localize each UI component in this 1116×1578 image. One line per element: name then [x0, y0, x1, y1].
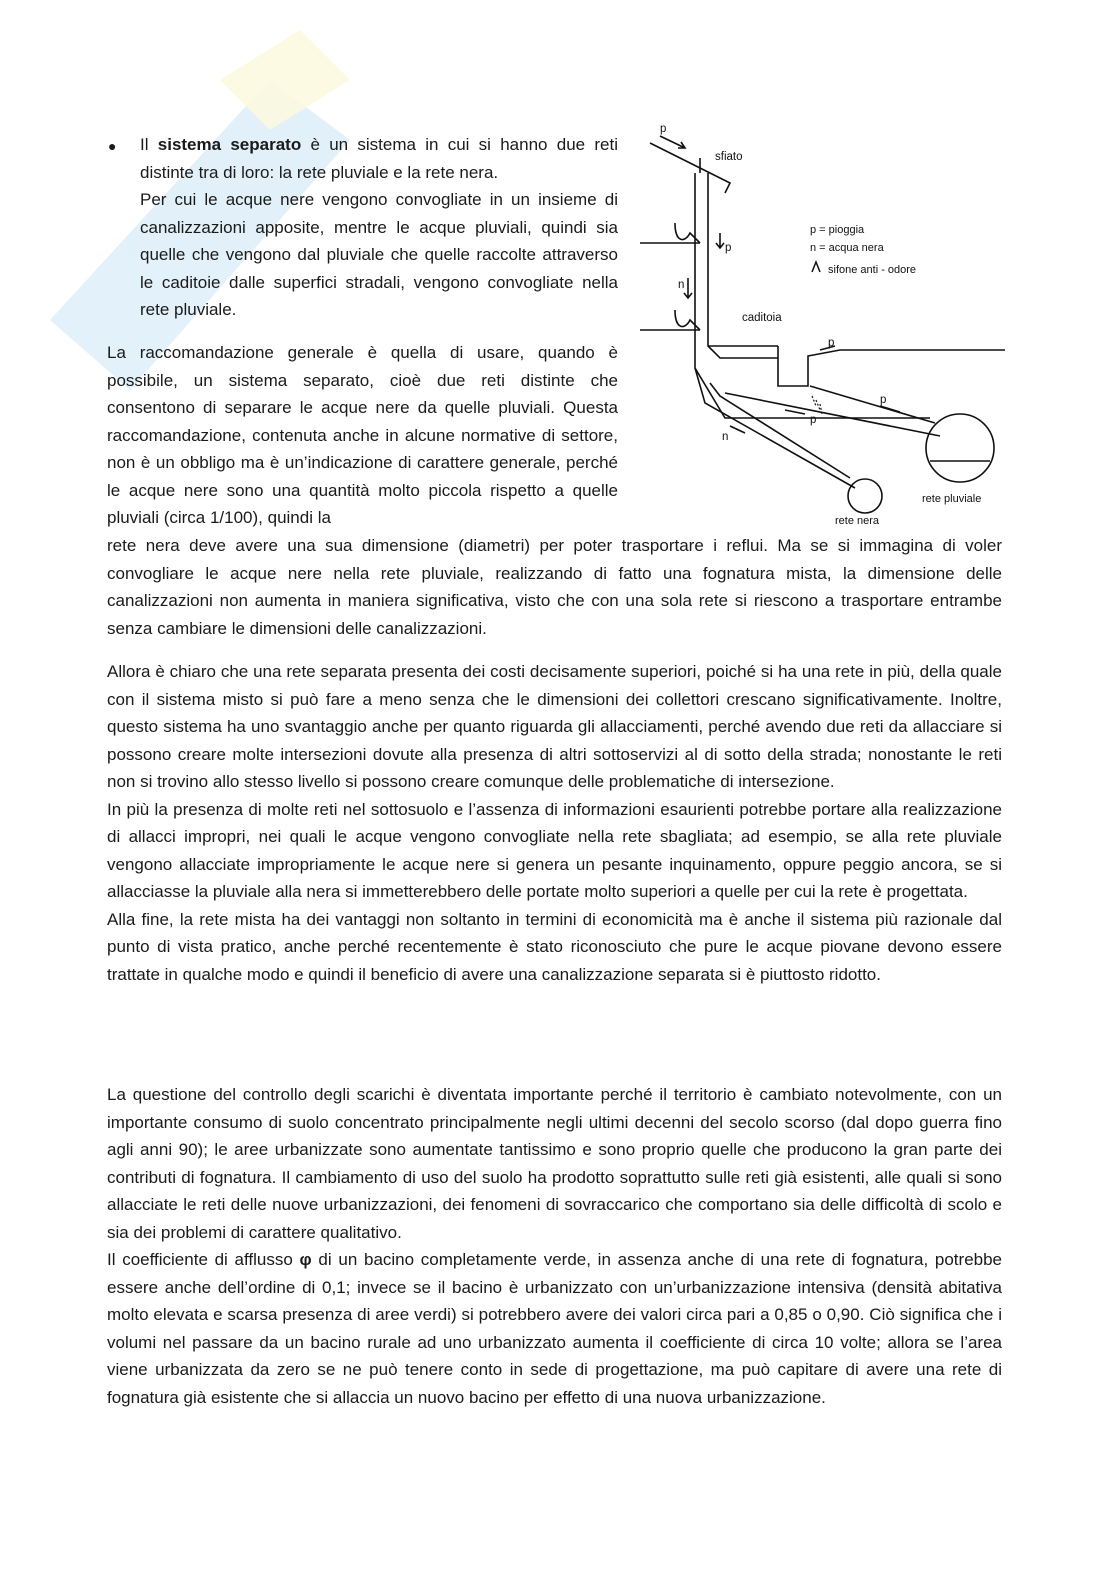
label-p-roof: p: [660, 123, 667, 135]
phi-symbol: φ: [299, 1250, 312, 1269]
legend-sifone: sifone anti - odore: [828, 264, 917, 276]
paragraph-recommendation: La raccomandazione generale è quella di usare, quando è possibile, un sistema separato, cioè due reti distinte che consentono di separare le acque nere da quelle pluviali. Questa raccomandazione, contenuta anche in alcune normative di settore, non è un obbligo ma è un’indicazione di carattere generale, perché le acque nere sono una quantità molto piccola rispetto a quelle pluviali (circa 1/100), quindi la: [107, 343, 618, 527]
legend-pioggia: p = pioggia: [810, 224, 865, 236]
label-p-caditoia: p: [828, 337, 835, 349]
downpipe-outer: [695, 173, 930, 418]
sewer-diagram: [630, 118, 1010, 538]
arrow-p-pluviale: [880, 406, 900, 412]
legend-acqua-nera: n = acqua nera: [810, 242, 884, 254]
label-n-pipe: n: [678, 279, 685, 291]
label-n-lower: n: [722, 431, 729, 443]
arrow-p-down: [716, 233, 724, 248]
label-rete-pluviale: rete pluviale: [922, 493, 982, 505]
rete-pluviale-circle: [926, 414, 994, 482]
label-caditoia: caditoia: [742, 312, 782, 324]
arrow-n-down: [684, 278, 692, 298]
rete-nera-circle: [848, 479, 882, 513]
trap-2: [675, 310, 700, 330]
label-p-lower: p: [810, 414, 817, 426]
paragraph-mista: Alla fine, la rete mista ha dei vantaggi non soltanto in termini di economicità ma è anche il sistema più razionale dal punto di vista pratico, anche perché recentemente è stato riconosciuto che pure le acque piovane devono essere trattate in qualche modo e quindi il beneficio di avere una canalizzazione separata si è piuttosto ridotto.: [107, 909, 1002, 984]
bullet-icon: ●: [108, 138, 117, 154]
bold-term: sistema separato: [157, 135, 302, 154]
pipe-nera-inner: [710, 383, 850, 478]
arrow-n-pipe: [730, 426, 745, 433]
paragraph-coefficient: [107, 1250, 1002, 1407]
bullet-paragraph: [140, 131, 618, 324]
downpipe-inner: [708, 173, 778, 358]
paragraph-costs: Allora è chiaro che una rete separata presenta dei costi decisamente superiori, poiché si ha una rete in più, della quale con il sistema misto si può fare a meno senza che le dimensioni dei collettori crescano significativamente. Inoltre, questo sistema ha uno svantaggio anche per quanto riguarda gli allacciamenti, perché avendo due reti da allacciare si possono creare molte intersezioni dovute alla presenza di altri sottoservizi al di sotto della strada; nonostante le reti non si trovino allo stesso livello si possono creare comunque delle problematiche di intersezione.: [107, 662, 1002, 791]
coefficient-pre: Il coefficiente di afflusso: [107, 1250, 300, 1269]
label-rete-nera: rete nera: [835, 515, 880, 527]
trap-1: [675, 223, 700, 243]
paragraph-recommendation-cont: rete nera deve avere una sua dimensione (diametri) per poter trasportare i reflui. Ma se si immagina di voler convogliare le acque nere nella rete pluviale, realizzando di fatto una fognatura mista, la dimensione delle canalizzazioni non aumenta in maniera significativa, visto che con una sola rete si riescono a trasportare entrambe senza cambiare le dimensioni delle canalizzazioni.: [107, 536, 1002, 638]
label-p-pipe: p: [725, 242, 732, 254]
bullet-prefix: Il: [140, 135, 158, 154]
bullet-second-sentence: Per cui le acque nere vengono convogliate in un insieme di canalizzazioni apposite, mentre le acque pluviali, quindi sia quelle che vengono dal pluviale che quelle raccolte attraverso le caditoie dalle superfici stradali, vengono convogliate nella rete pluviale.: [140, 190, 618, 319]
arrow-p-lower: [785, 410, 805, 414]
paragraph-block-scarichi: [107, 1081, 1002, 1411]
paragraph-block-costs: [107, 658, 1002, 988]
sifone-legend-icon: [812, 262, 820, 272]
paragraph-scarichi: La questione del controllo degli scarichi è diventata importante perché il territorio è cambiato notevolmente, con un importante consumo di suolo concentrato principalmente negli ultimi decenni del secolo scorso (dal dopo guerra fino agli anni 90); le aree urbanizzate sono aumentate tantissimo e sono proprio quelle che producono la gran parte dei contributi di fognatura. Il cambiamento di uso del suolo ha prodotto soprattutto sulle reti già esistenti, alle quali si sono allacciate le reti delle nuove urbanizzazioni, dei fenomeni di sovraccarico che comportano sia delle difficoltà di scolo e sia dei problemi di carattere qualitativo.: [107, 1085, 1002, 1242]
label-sfiato: sfiato: [715, 151, 743, 163]
caditoia-box: [778, 346, 1005, 386]
bullet-rest: è un sistema in cui si hanno due reti distinte tra di loro: la rete pluviale e la rete nera.: [140, 135, 618, 182]
pipe-nera-outer: [695, 368, 855, 488]
paragraph-allacci: In più la presenza di molte reti nel sottosuolo e l’assenza di informazioni esaurienti potrebbe portare alla realizzazione di allacci impropri, nei quali le acque vengono convogliate nella rete sbagliata; ad esempio, se alla rete pluviale vengono allacciate impropriamente le acque nere si genera un pesante inquinamento, oppure peggio ancora, se si allacciasse la pluviale alla nera si immetterebbero delle portate molto superiori a quelle per cui la rete è progettata.: [107, 799, 1002, 901]
arrow-p-roof: [660, 136, 685, 148]
coefficient-post: di un bacino completamente verde, in assenza anche di una rete di fognatura, potrebbe essere anche dell’ordine di 0,1; invece se il bacino è urbanizzato con un’urbanizzazione intensiva (densità abitativa molto elevata e scarsa presenza di aree verdi) si potrebbero avere dei valori circa pari a 0,85 o 0,90. Ciò significa che i volumi nel passare da un bacino rurale ad uno urbanizzato aumenta il coefficiente di circa 10 volte; allora se l’area viene urbanizzata da zero se ne può tenere conto in sede di progettazione, ma può capitare di avere una rete di fognatura già esistente che si allaccia un nuovo bacino per effetto di una nuova urbanizzazione.: [107, 1250, 1003, 1407]
label-p-pluviale: p: [880, 394, 887, 406]
